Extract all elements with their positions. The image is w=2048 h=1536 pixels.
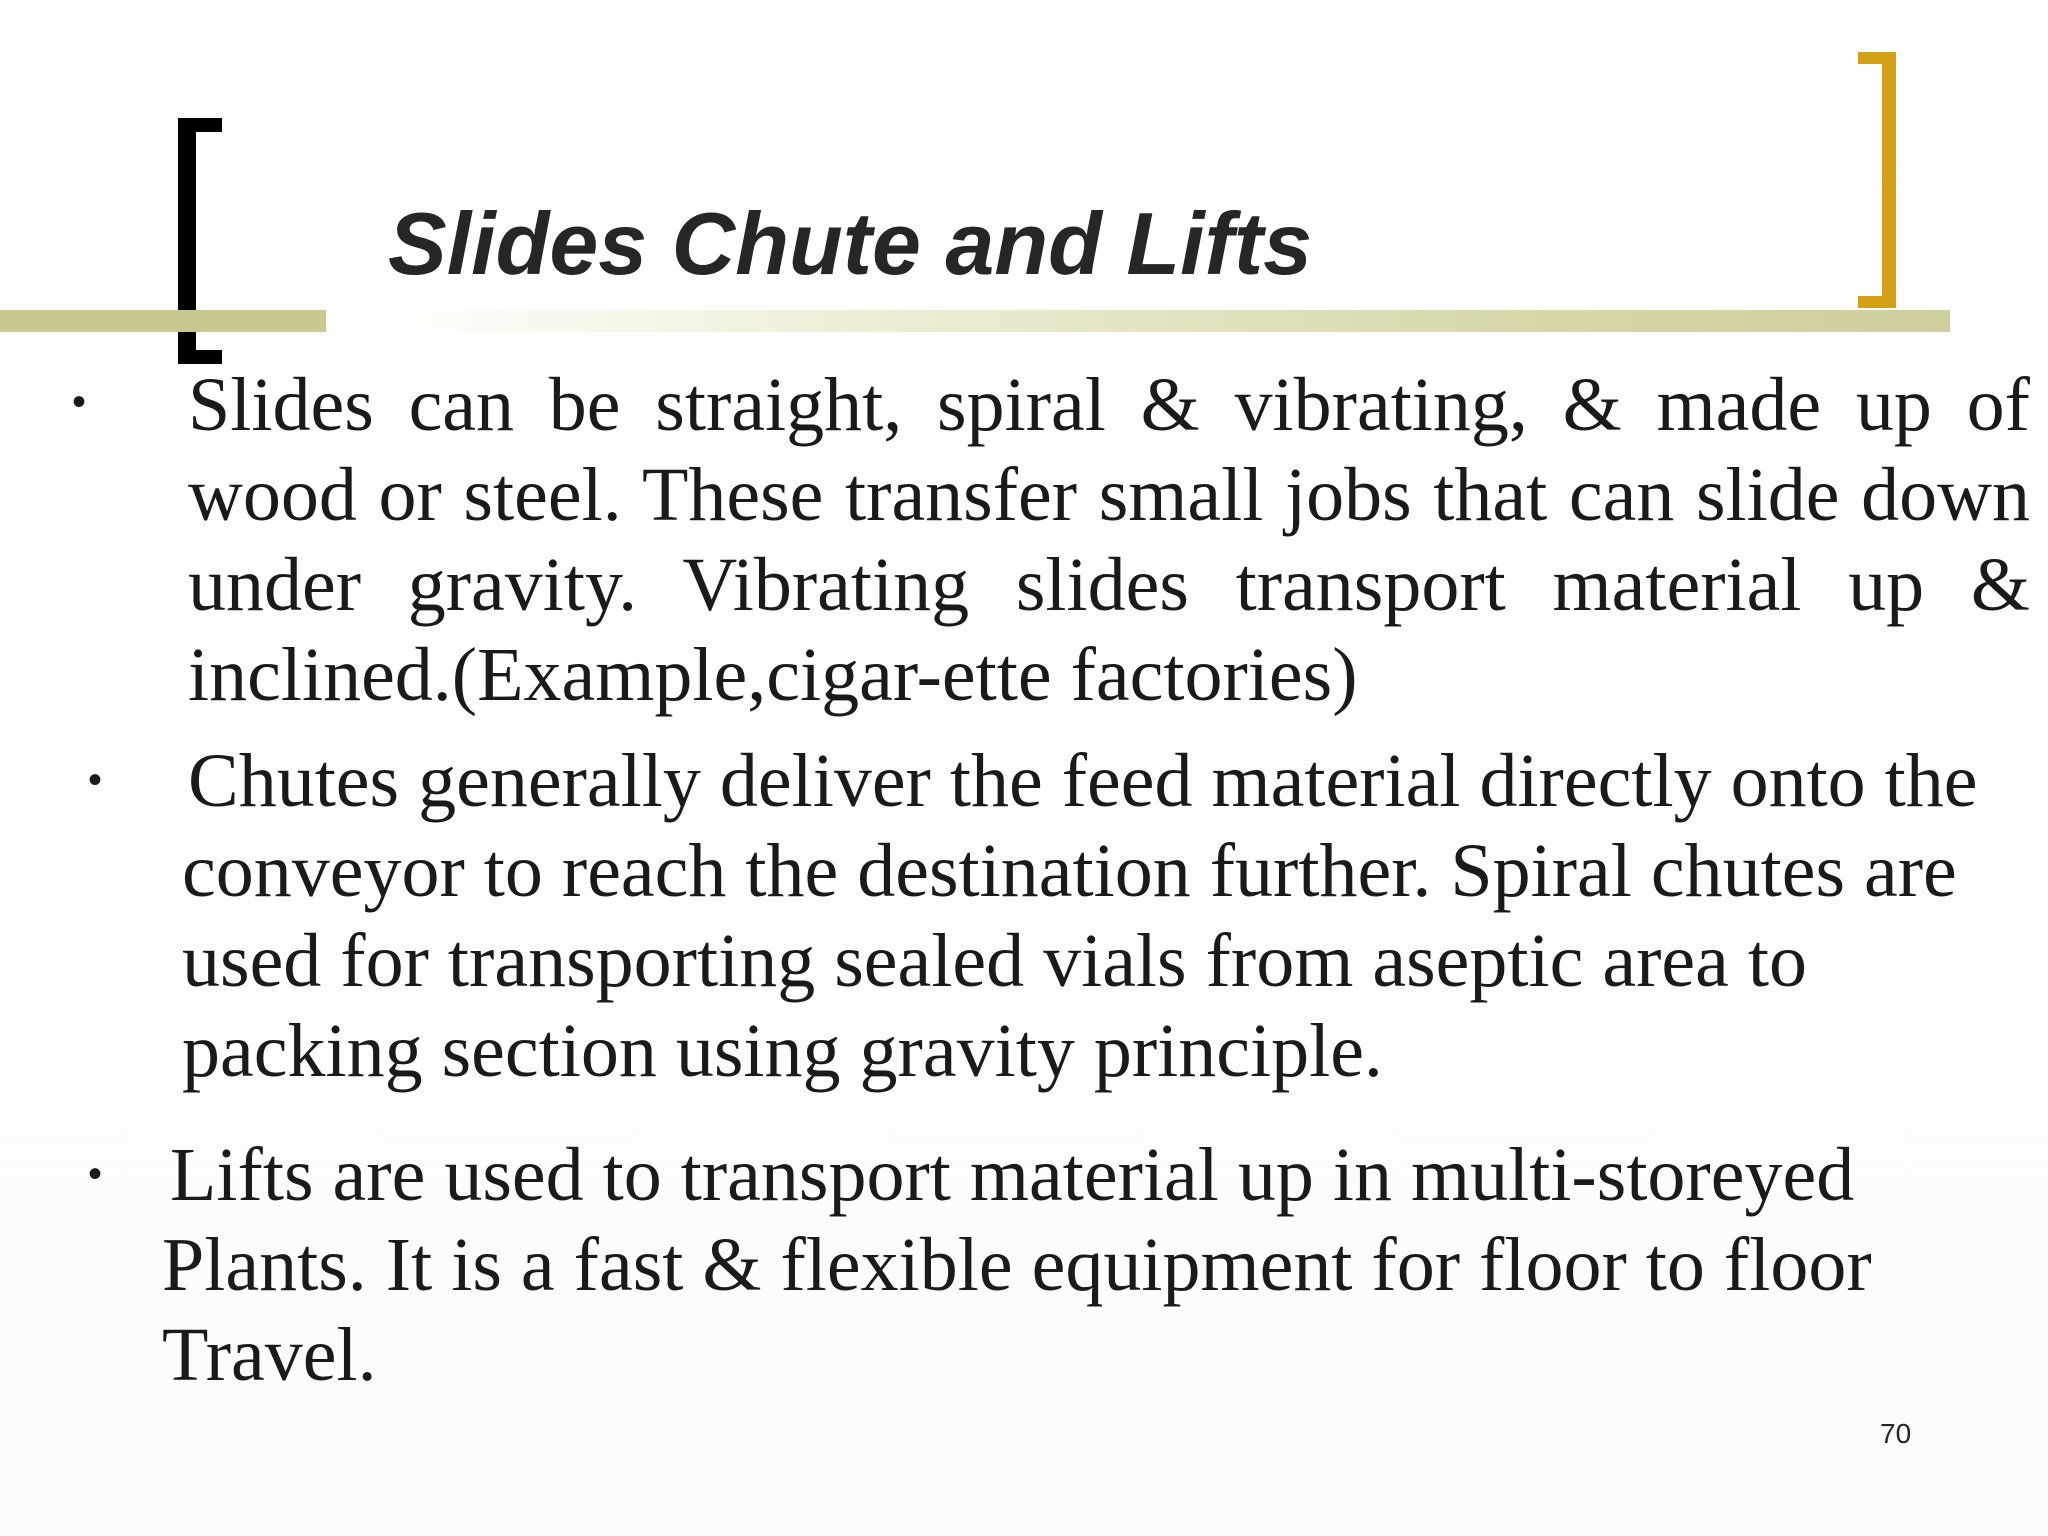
page-number: 70 — [1880, 1418, 1912, 1449]
bullet-text-chutes: Chutes generally deliver the feed material directly onto the conveyor to reach the destination further. Spiral chutes are used for transporting sealed vials from aseptic area to packing section using gravity principle. — [182, 739, 1978, 1093]
slide-title: Slides Chute and Lifts — [388, 194, 1313, 293]
bullet-text-lifts: Lifts are used to transport material up in multi-storeyed Plants. It is a fast & flexible equipment for floor to floor Travel. — [162, 1133, 1872, 1397]
bullet-text-slides: Slides can be straight, spiral & vibrating, & made up of wood or steel. These transfer small jobs that can slide down under gravity. Vibrating slides transport material up & inclined.(Example,cigar-ette factories) — [188, 363, 2030, 717]
bullet-marker: • — [72, 380, 87, 424]
bullet-marker: • — [88, 758, 103, 802]
bullet-marker: • — [88, 1152, 103, 1196]
